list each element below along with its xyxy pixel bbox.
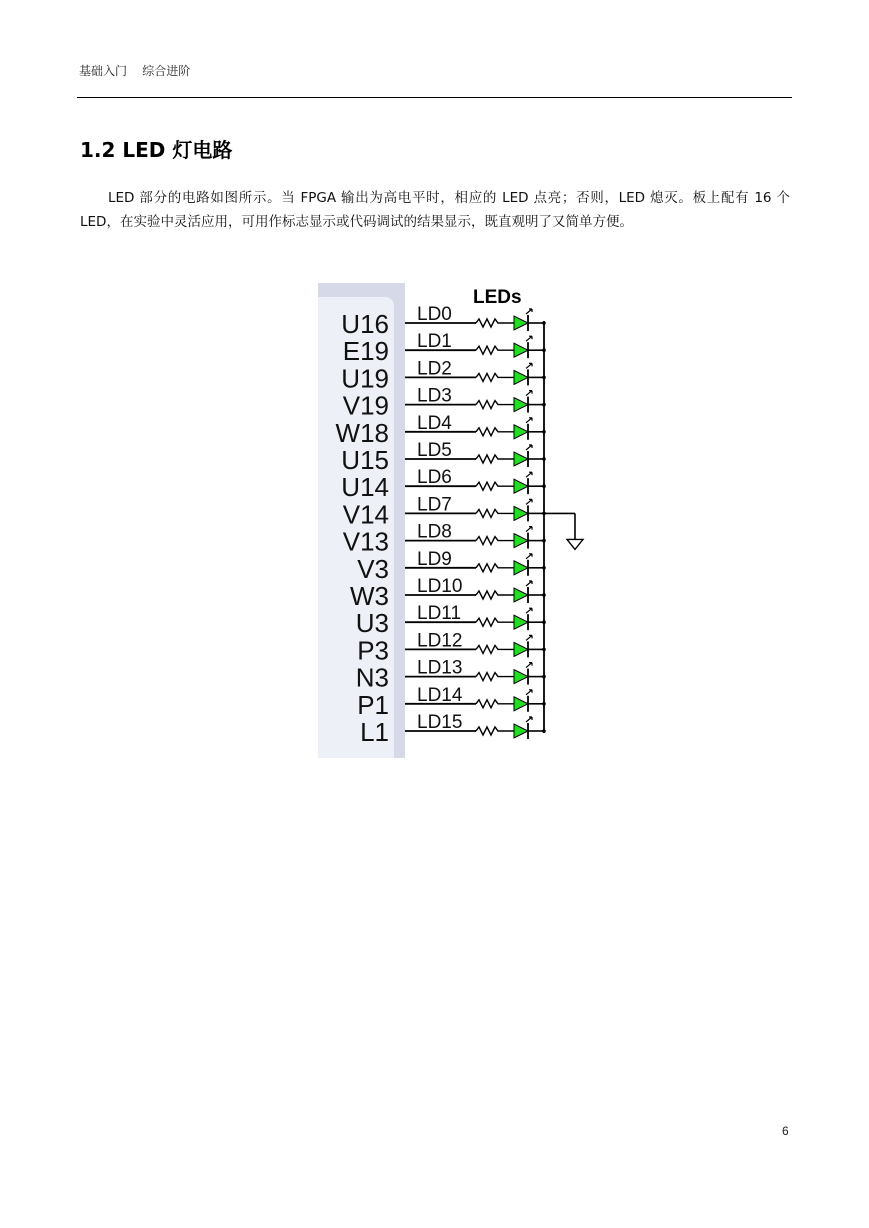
led-label-LD4: LD4 bbox=[417, 412, 452, 434]
led-label-LD14: LD14 bbox=[417, 684, 463, 706]
led-light-arrow-LD14 bbox=[526, 690, 532, 695]
led-light-arrow-LD6 bbox=[526, 472, 532, 477]
led-label-LD15: LD15 bbox=[417, 712, 463, 733]
resistor-LD5 bbox=[476, 455, 514, 463]
pin-label-U15: U15 bbox=[341, 445, 389, 475]
resistor-LD1 bbox=[476, 346, 514, 354]
led-light-arrow-LD7 bbox=[526, 499, 532, 504]
led-label-LD6: LD6 bbox=[417, 467, 452, 489]
header-divider bbox=[77, 97, 792, 98]
resistor-LD6 bbox=[476, 482, 514, 490]
led-diode-LD8 bbox=[514, 534, 528, 548]
resistor-LD12 bbox=[476, 645, 514, 653]
led-diode-LD5 bbox=[514, 452, 528, 466]
led-light-arrow-LD9 bbox=[526, 554, 532, 559]
led-label-LD11: LD11 bbox=[417, 603, 462, 625]
led-light-arrow-LD4 bbox=[526, 418, 532, 423]
led-light-arrow-LD5 bbox=[526, 445, 532, 450]
pin-label-V19: V19 bbox=[342, 390, 389, 421]
resistor-LD14 bbox=[476, 700, 514, 708]
resistor-LD9 bbox=[476, 564, 514, 572]
led-diode-LD13 bbox=[514, 670, 528, 684]
led-label-LD7: LD7 bbox=[417, 494, 452, 516]
page-header: 基础入门 综合进阶 bbox=[79, 64, 191, 78]
led-label-LD8: LD8 bbox=[417, 521, 452, 543]
pin-label-U16: U16 bbox=[341, 309, 389, 339]
led-diode-LD4 bbox=[514, 425, 528, 439]
led-light-arrow-LD10 bbox=[526, 581, 532, 586]
led-light-arrow-LD2 bbox=[526, 363, 532, 368]
led-light-arrow-LD8 bbox=[526, 527, 532, 532]
pin-label-W3: W3 bbox=[350, 581, 389, 611]
led-circuit-diagram bbox=[318, 283, 588, 758]
body-paragraph: LED 部分的电路如图所示。当 FPGA 输出为高电平时，相应的 LED 点亮；否则，LED 熄灭。板上配有 16 个 LED，在实验中灵活应用，可用作标志显示或代码调试的结果显示，既直观明了又简单方便。 bbox=[80, 190, 790, 230]
led-diode-LD14 bbox=[514, 697, 528, 711]
led-circuit-figure bbox=[318, 283, 588, 758]
resistor-LD4 bbox=[476, 428, 514, 436]
led-label-LD10: LD10 bbox=[417, 576, 463, 597]
led-label-LD13: LD13 bbox=[417, 657, 463, 679]
pin-label-U19: U19 bbox=[341, 363, 389, 394]
resistor-LD7 bbox=[476, 509, 514, 517]
figure-title: LEDs bbox=[473, 287, 522, 308]
pin-label-V14: V14 bbox=[342, 499, 389, 530]
led-light-arrow-LD11 bbox=[526, 608, 532, 613]
page-number: 6 bbox=[782, 1124, 789, 1138]
led-label-LD2: LD2 bbox=[417, 358, 452, 380]
led-label-LD12: LD12 bbox=[417, 630, 463, 652]
led-light-arrow-LD3 bbox=[526, 391, 532, 396]
led-diode-LD2 bbox=[514, 370, 528, 384]
pin-label-V13: V13 bbox=[342, 526, 389, 557]
resistor-LD10 bbox=[476, 591, 514, 599]
resistor-LD13 bbox=[476, 673, 514, 681]
led-light-arrow-LD1 bbox=[526, 336, 532, 341]
led-label-LD3: LD3 bbox=[417, 385, 452, 407]
ground-icon bbox=[567, 539, 583, 549]
pin-label-P1: P1 bbox=[357, 689, 389, 720]
resistor-LD3 bbox=[476, 401, 514, 409]
led-diode-LD1 bbox=[514, 343, 528, 357]
led-diode-LD10 bbox=[514, 588, 528, 602]
pin-label-V3: V3 bbox=[357, 553, 389, 584]
led-diode-LD9 bbox=[514, 561, 528, 575]
led-diode-LD15 bbox=[514, 724, 528, 738]
led-diode-LD12 bbox=[514, 642, 528, 656]
resistor-LD2 bbox=[476, 373, 514, 381]
led-label-LD1: LD1 bbox=[417, 331, 452, 353]
led-light-arrow-LD0 bbox=[526, 309, 532, 314]
resistor-LD0 bbox=[476, 319, 514, 327]
pin-label-U3: U3 bbox=[355, 608, 389, 639]
led-diode-LD6 bbox=[514, 479, 528, 493]
led-light-arrow-LD13 bbox=[526, 663, 532, 668]
led-label-LD9: LD9 bbox=[417, 548, 452, 570]
led-label-LD0: LD0 bbox=[417, 304, 452, 325]
pin-label-L1: L1 bbox=[360, 717, 389, 747]
pin-label-P3: P3 bbox=[357, 635, 389, 666]
resistor-LD11 bbox=[476, 618, 514, 626]
led-diode-LD0 bbox=[514, 316, 528, 330]
pin-label-N3: N3 bbox=[355, 662, 389, 693]
pin-label-W18: W18 bbox=[335, 417, 389, 448]
section-title: 1.2 LED 灯电路 bbox=[80, 138, 233, 162]
led-light-arrow-LD15 bbox=[526, 717, 532, 722]
led-diode-LD11 bbox=[514, 615, 528, 629]
led-label-LD5: LD5 bbox=[417, 440, 452, 461]
pin-label-E19: E19 bbox=[342, 336, 389, 367]
led-diode-LD7 bbox=[514, 506, 528, 520]
led-light-arrow-LD12 bbox=[526, 635, 532, 640]
resistor-LD8 bbox=[476, 537, 514, 545]
pin-label-U14: U14 bbox=[341, 472, 389, 503]
resistor-LD15 bbox=[476, 727, 514, 735]
led-diode-LD3 bbox=[514, 398, 528, 412]
